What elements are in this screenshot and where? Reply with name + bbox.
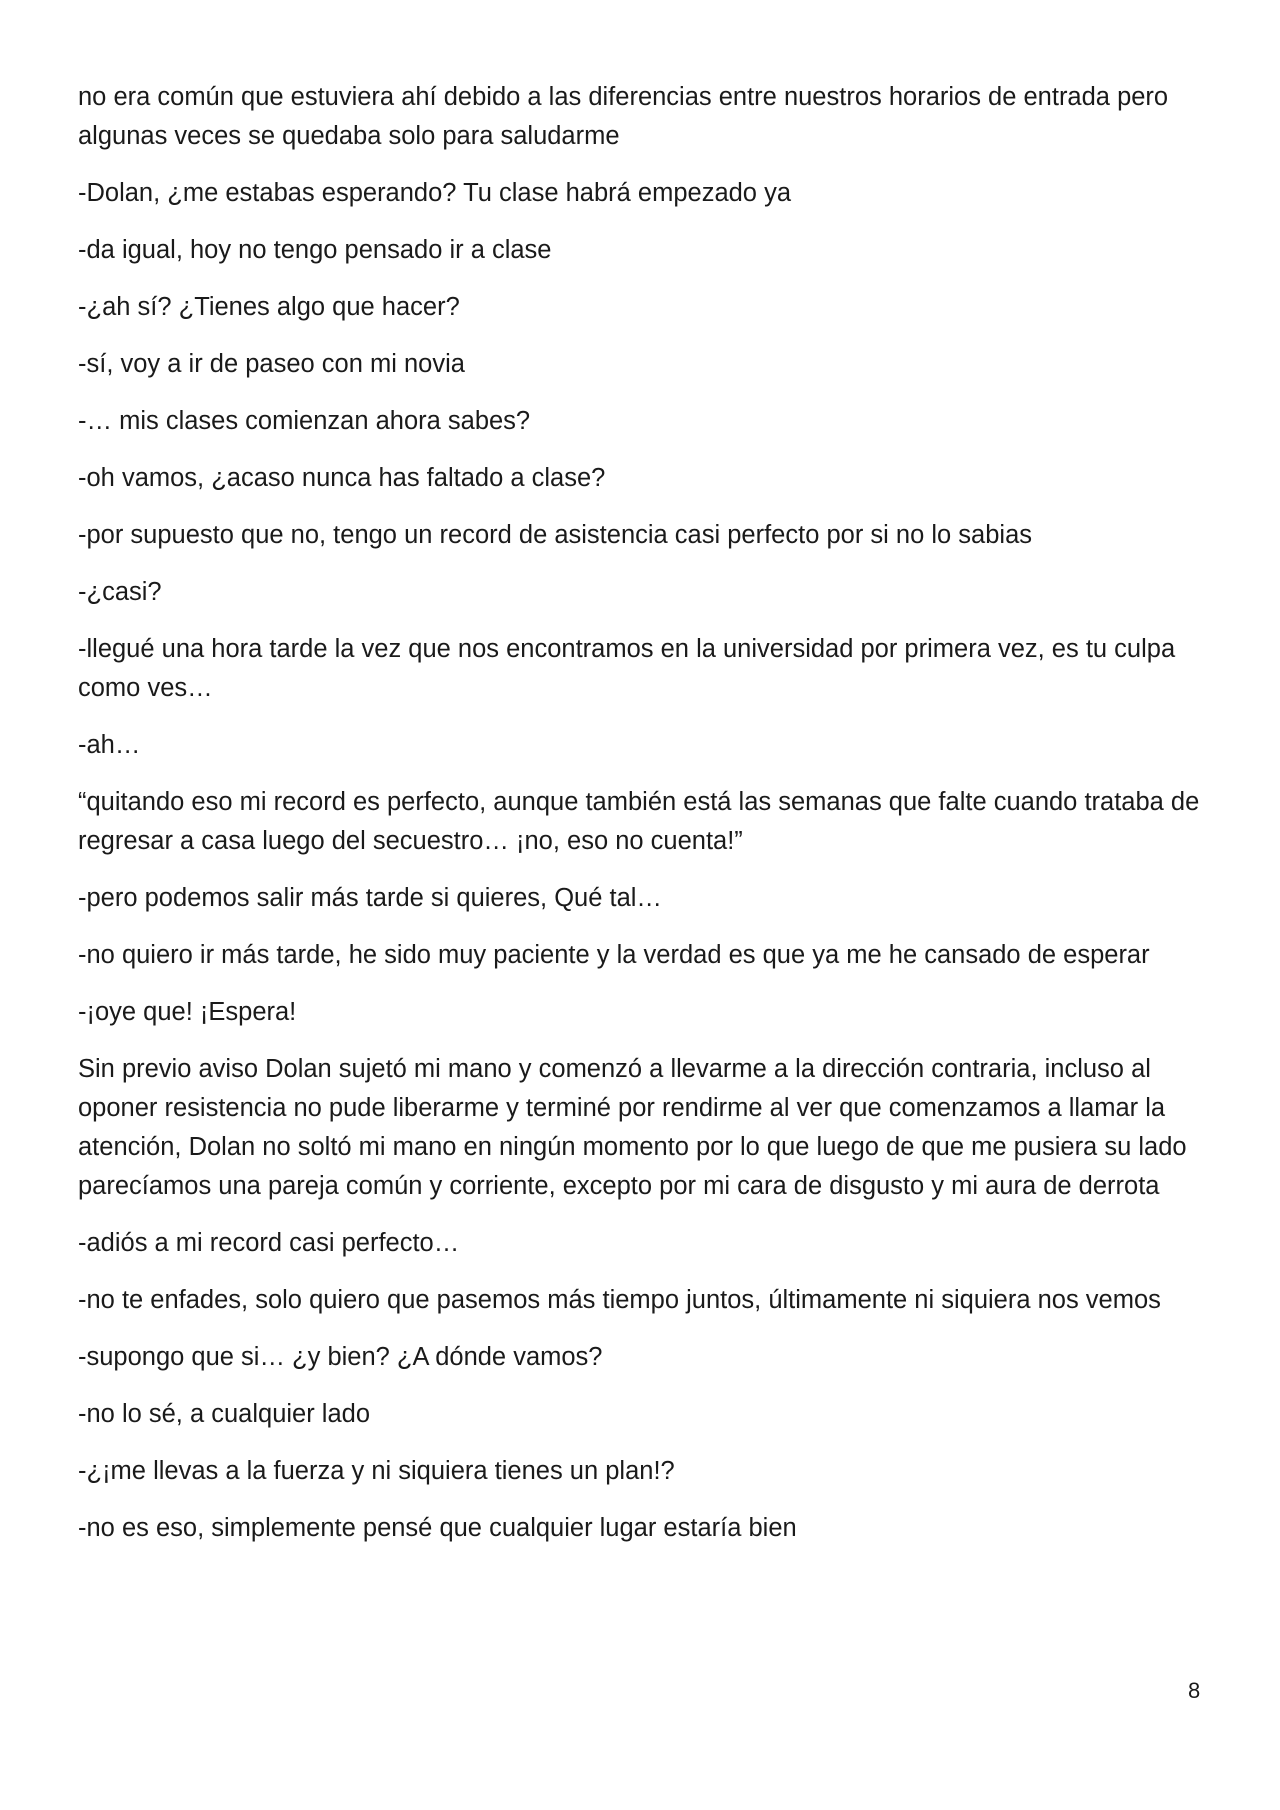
- paragraph: -da igual, hoy no tengo pensado ir a clase: [78, 236, 552, 264]
- paragraph: -adiós a mi record casi perfecto…: [78, 1229, 460, 1257]
- paragraph: -ah…: [78, 731, 141, 759]
- document-body: [78, 78, 1208, 1566]
- paragraph: -Dolan, ¿me estabas esperando? Tu clase habrá empezado ya: [78, 179, 792, 207]
- paragraph: -supongo que si… ¿y bien? ¿A dónde vamos?: [78, 1343, 603, 1371]
- paragraph: -oh vamos, ¿acaso nunca has faltado a clase?: [78, 464, 606, 492]
- paragraph: -¡oye que! ¡Espera!: [78, 998, 297, 1026]
- paragraph: -no te enfades, solo quiero que pasemos más tiempo juntos, últimamente ni siquiera nos vemos: [78, 1286, 1161, 1314]
- paragraph: -¿casi?: [78, 578, 162, 606]
- page-number: 8: [1188, 1678, 1201, 1703]
- paragraph: no era común que estuviera ahí debido a las diferencias entre nuestros horarios de entrada pero algunas veces se quedaba solo para saludarme: [78, 83, 1169, 150]
- paragraph: -¿¡me llevas a la fuerza y ni siquiera tienes un plan!?: [78, 1457, 675, 1485]
- paragraph: -pero podemos salir más tarde si quieres, Qué tal…: [78, 884, 662, 912]
- paragraph: -llegué una hora tarde la vez que nos encontramos en la universidad por primera vez, es tu culpa como ves…: [78, 635, 1176, 702]
- paragraph: -… mis clases comienzan ahora sabes?: [78, 407, 531, 435]
- paragraph: -sí, voy a ir de paseo con mi novia: [78, 350, 465, 378]
- paragraph: -no es eso, simplemente pensé que cualquier lugar estaría bien: [78, 1514, 797, 1542]
- paragraph: -no quiero ir más tarde, he sido muy paciente y la verdad es que ya me he cansado de esperar: [78, 941, 1150, 969]
- paragraph: “quitando eso mi record es perfecto, aunque también está las semanas que falte cuando trataba de regresar a casa luego del secuestro… ¡no, eso no cuenta!”: [78, 788, 1200, 855]
- paragraph: -¿ah sí? ¿Tienes algo que hacer?: [78, 293, 460, 321]
- paragraph: -por supuesto que no, tengo un record de asistencia casi perfecto por si no lo sabias: [78, 521, 1032, 549]
- paragraph: Sin previo aviso Dolan sujetó mi mano y comenzó a llevarme a la dirección contraria, incluso al oponer resistencia no pude liberarme y terminé por rendirme al ver que comenzamos a llamar la atención, Dolan no soltó mi mano en ningún momento por lo que luego de que me pusiera su lado parecíamos una pareja común y corriente, excepto por mi cara de disgusto y mi aura de derrota: [78, 1055, 1187, 1200]
- paragraph: -no lo sé, a cualquier lado: [78, 1400, 371, 1428]
